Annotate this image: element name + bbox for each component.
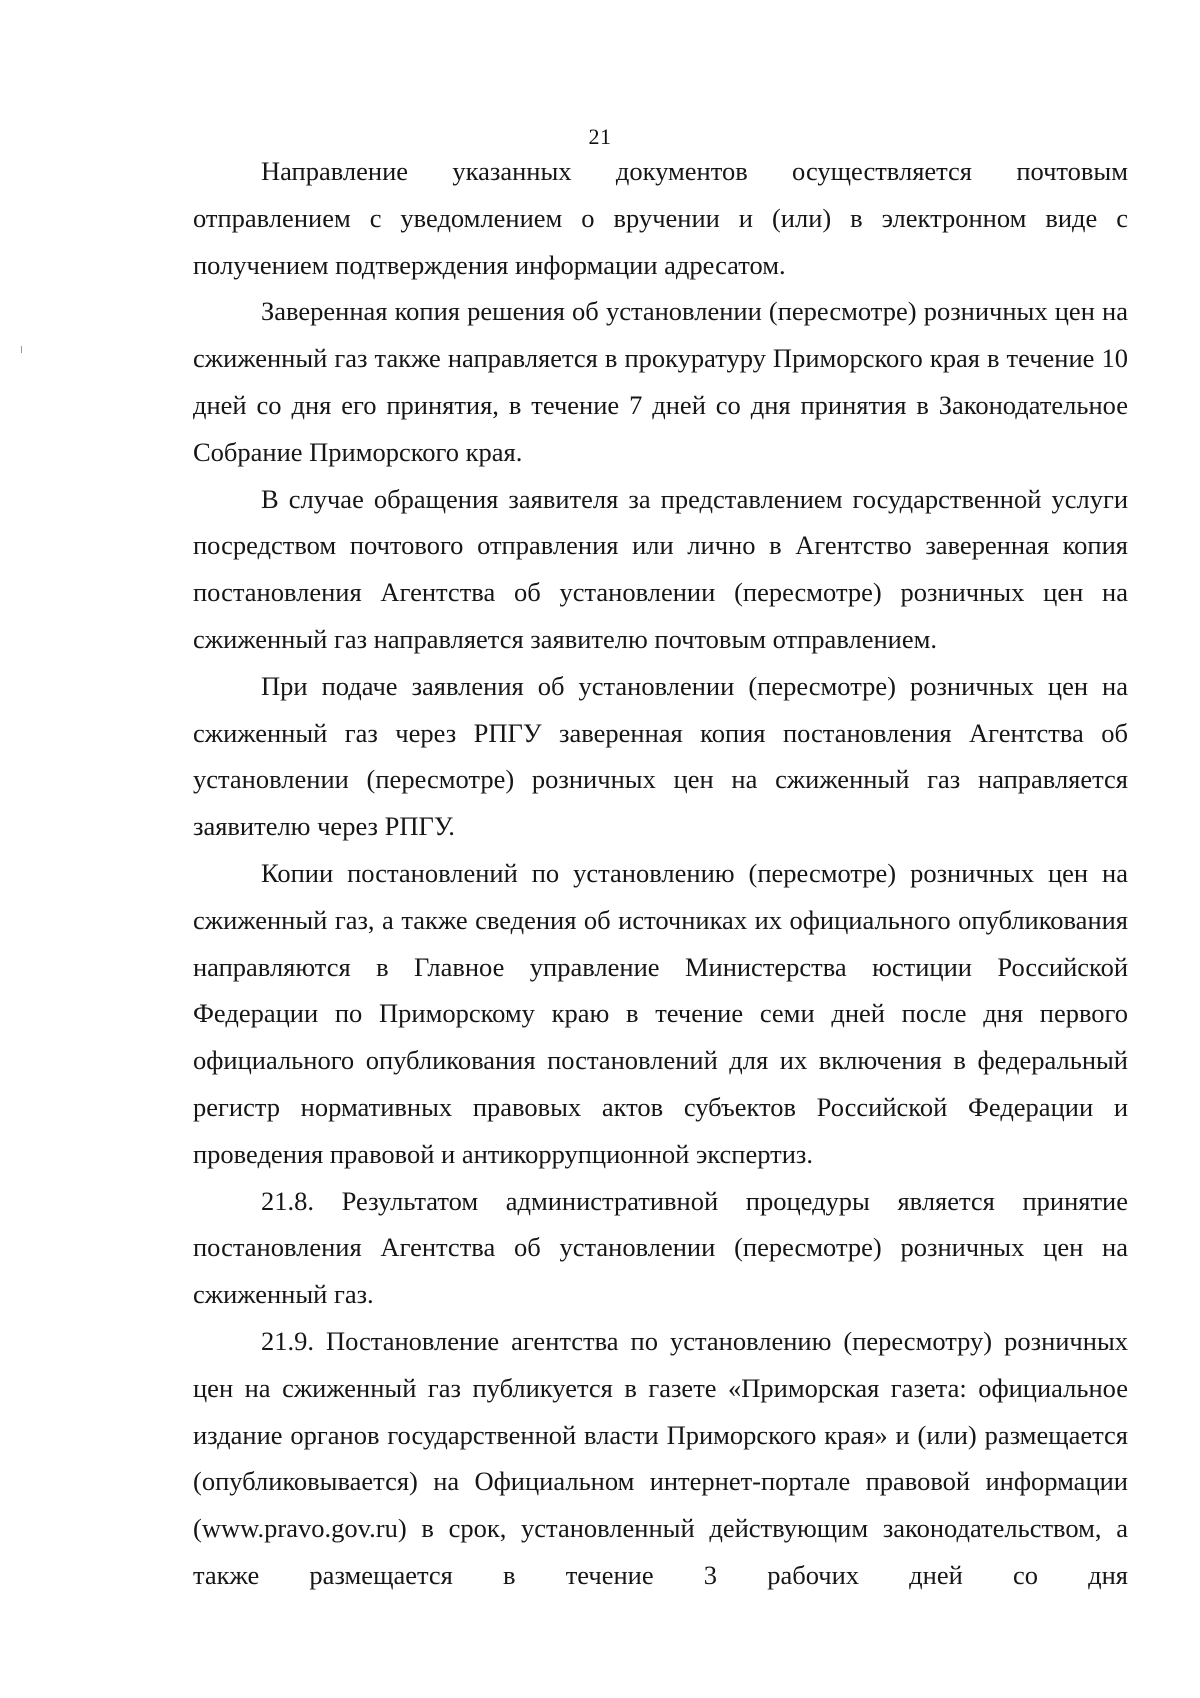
paragraph-ministry-of-justice: Копии постановлений по установлению (пересмотре) розничных цен на сжиженный газ, а также сведения об источниках их официального опубликования направляются в Главное управление Министерства юстиции Российской Федерации по Приморскому краю в течение семи дней после дня первого официального опубликования постановлений для их включения в федеральный регистр нормативных правовых актов субъектов Российской Федерации и проведения правовой и антикоррупционной экспертиз. [193,857,1128,1169]
scan-margin-mark [21,346,22,353]
page-number: 21 [588,124,612,149]
paragraph-21-8-result: 21.8. Результатом административной процедуры является принятие постановления Агентства об установлении (пересмотре) розничных цен на сжиженный газ. [193,1185,1128,1310]
paragraph-rpgu-request: При подаче заявления об установлении (пересмотре) розничных цен на сжиженный газ через РПГУ заверенная копия постановления Агентства об установлении (пересмотре) розничных цен на сжиженный газ направляется заявителю через РПГУ. [193,670,1128,842]
paragraph-21-9-publication: 21.9. Постановление агентства по установлению (пересмотру) розничных цен на сжиженный газ публикуется в газете «Приморская газета: официальное издание органов государственной власти Приморского края» и (или) размещается (опубликовывается) на Официальном интернет-портале правовой информации (www.pravo.gov.ru) в срок, установленный действующим законодательством, а также размещается в течение 3 рабочих дней со дня [193,1325,1128,1590]
paragraph-sending-documents: Направление указанных документов осуществляется почтовым отправлением с уведомлением о вручении и (или) в электронном виде с получением подтверждения информации адресатом. [193,156,1128,280]
document-body [193,148,1128,1599]
paragraph-postal-request: В случае обращения заявителя за представлением государственной услуги посредством почтового отправления или лично в Агентство заверенная копия постановления Агентства об установлении (пересмотре) розничных цен на сжиженный газ направляется заявителю почтовым отправлением. [193,483,1128,654]
paragraph-certified-copy-prosecutor: Заверенная копия решения об установлении (пересмотре) розничных цен на сжиженный газ также направляется в прокуратуру Приморского края в течение 10 дней со дня его принятия, в течение 7 дней со дня принятия в Законодательное Собрание Приморского края. [193,296,1128,467]
